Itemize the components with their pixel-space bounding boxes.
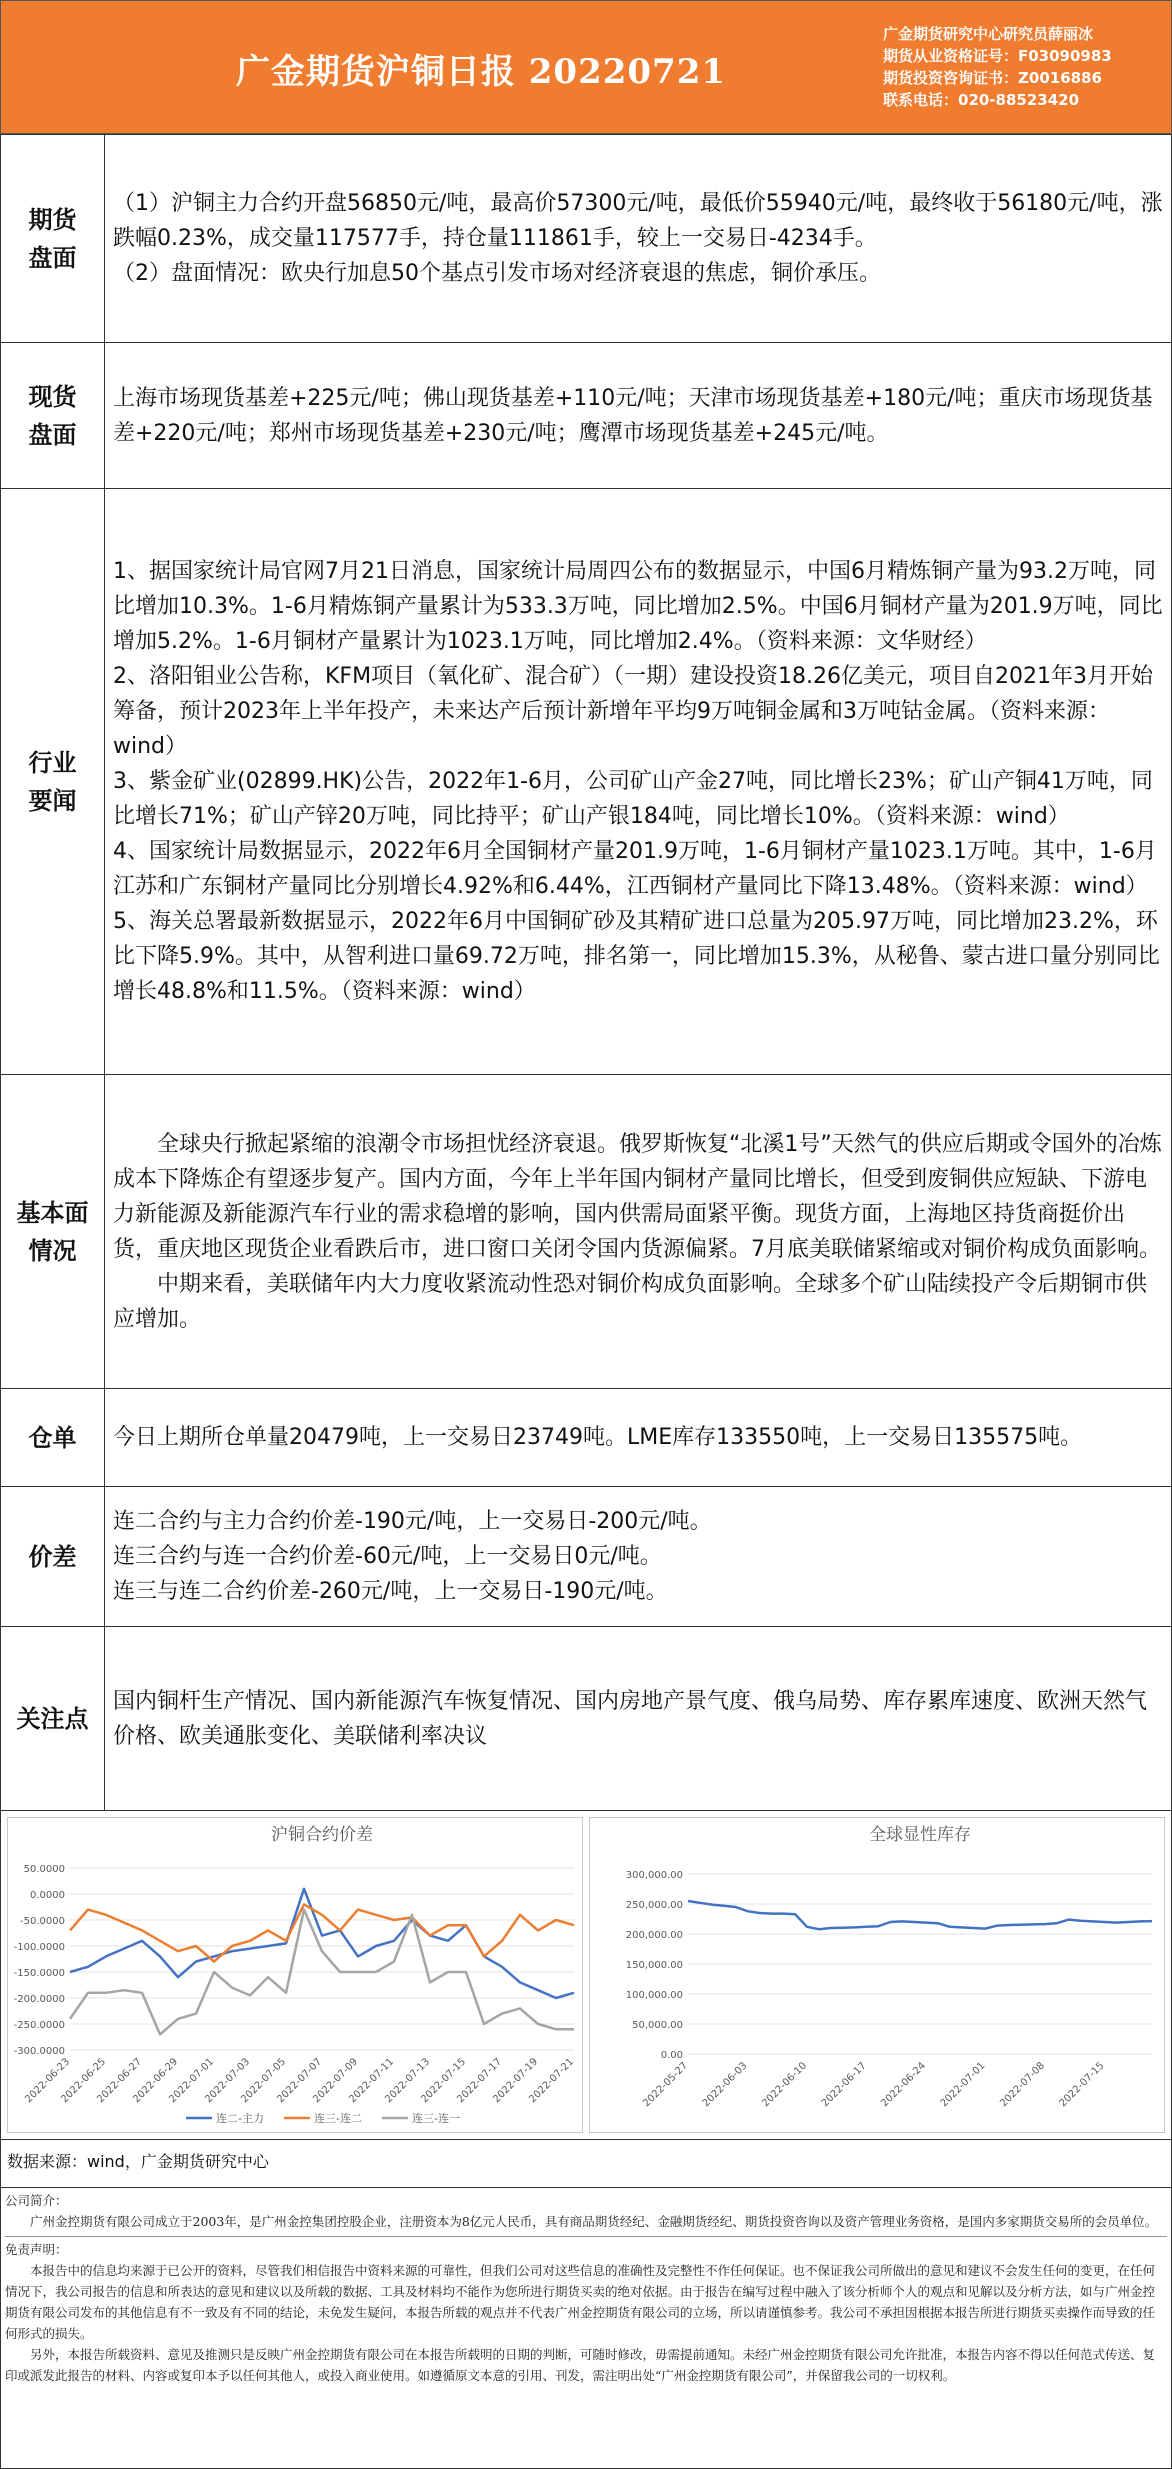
x-tick-label: 2022-06-17 (819, 2060, 869, 2110)
x-tick-label: 2022-06-27 (95, 2056, 145, 2106)
x-tick-label: 2022-07-17 (455, 2056, 505, 2106)
news-item: 1、据国家统计局官网7月21日消息，国家统计局周四公布的数据显示，中国6月精炼铜产量为93.2万吨，同比增加10.3%。1-6月精炼铜产量累计为533.3万吨，同比增加2.5%。中国6月铜材产量为201.9万吨，同比增加5.2%。1-6月铜材产量累计为1023.1万吨，同比增加2.4%。（资料来源：文华财经） (113, 559, 1163, 654)
label-fundamentals: 基本面 情况 (1, 1075, 105, 1389)
y-tick-label: 50.0000 (23, 1864, 65, 1875)
x-tick-label: 2022-07-03 (203, 2056, 253, 2106)
fundamentals-paragraph: 全球央行掀起紧缩的浪潮令市场担忧经济衰退。俄罗斯恢复“北溪1号”天然气的供应后期或令国外的冶炼成本下降炼企有望逐步复产。国内方面，今年上半年国内铜材产量同比增长，但受到废铜供应短缺、下游电力新能源及新能源汽车行业的需求稳增的影响，国内供需局面紧平衡。现货方面，上海地区持货商挺价出货，重庆地区现货企业看跌后市，进口窗口关闭令国内货源偏紧。7月底美联储紧缩或对铜价构成负面影响。 (113, 1131, 1162, 1262)
contact-phone: 联系电话：020-88523420 (883, 91, 1080, 109)
x-tick-label: 2022-06-03 (700, 2060, 750, 2110)
x-tick-label: 2022-06-29 (131, 2056, 181, 2106)
x-tick-label: 2022-07-08 (998, 2060, 1048, 2110)
disclaimer-text: 另外，本报告所载资料、意见及推测只是反映广州金控期货有限公司在本报告所载明的日期的判断，可随时修改，毋需提前通知。未经广州金控期货有限公司允许批准，本报告内容不得以任何范式传送、复印或派发此报告的材料、内容或复印本予以任何其他人，或投入商业使用。如遵循原文本意的引用、刊发，需注明出处“广州金控期货有限公司”，并保留我公司的一切权利。 (5, 2347, 1156, 2383)
spread-line: 连三合约与连一合约价差-60元/吨，上一交易日0元/吨。 (113, 1544, 662, 1569)
charts-panel (0, 1810, 1172, 2140)
x-tick-label: 2022-07-13 (383, 2056, 433, 2106)
chart-title: 沪铜合约价差 (271, 1825, 373, 1845)
focus-text: 国内铜杆生产情况、国内新能源汽车恢复情况、国内房地产景气度、俄乌局势、库存累库速度、欧洲天然气价格、欧美通胀变化、美联储利率决议 (113, 1688, 1148, 1749)
y-tick-label: -250.0000 (13, 2020, 65, 2031)
content-spot (105, 343, 1172, 489)
qualification-number: 期货从业资格证号：F03090983 (883, 47, 1112, 65)
content-focus (105, 1627, 1172, 1811)
y-tick-label: 200,000.00 (625, 1930, 683, 1941)
news-item: 2、洛阳钼业公告称，KFM项目（氧化矿、混合矿）（一期）建设投资18.26亿美元，项目自2021年3月开始筹备，预计2023年上半年投产，未来达产后预计新增年平均9万吨铜金属和3万吨钴金属。（资料来源：wind） (113, 664, 1154, 759)
label-spread: 价差 (1, 1487, 105, 1627)
x-tick-label: 2022-07-15 (1057, 2060, 1107, 2110)
spread-line: 连三与连二合约价差-260元/吨，上一交易日-190元/吨。 (113, 1579, 668, 1604)
company-profile (5, 2188, 1167, 2237)
report-table (0, 134, 1172, 1811)
y-tick-label: -200.0000 (13, 1994, 65, 2005)
disclaimer (5, 2237, 1167, 2390)
x-tick-label: 2022-07-09 (311, 2056, 361, 2106)
company-text: 广州金控期货有限公司成立于2003年，是广州金控集团控股企业，注册资本为8亿元人民币，具有商品期货经纪、金融期货经纪、期货投资咨询以及资产管理业务资格，是国内多家期货交易所的会员单位。 (30, 2214, 1158, 2229)
content-spread (105, 1487, 1172, 1627)
label-futures: 期货 盘面 (1, 135, 105, 343)
content-futures (105, 135, 1172, 343)
futures-market-data: （1）沪铜主力合约开盘56850元/吨，最高价57300元/吨，最低价55940元/吨，最终收于56180元/吨，涨跌幅0.23%，成交量117577手，持仓量111861手，较上一交易日-4234手。 (113, 191, 1163, 251)
x-tick-label: 2022-06-10 (760, 2060, 810, 2110)
x-tick-label: 2022-07-07 (275, 2056, 325, 2106)
company-heading: 公司简介： (5, 2193, 68, 2208)
chart-title: 全球显性库存 (869, 1825, 971, 1845)
x-tick-label: 2022-05-27 (641, 2060, 691, 2110)
y-tick-label: -150.0000 (13, 1968, 65, 1979)
label-warehouse: 仓单 (1, 1389, 105, 1487)
spread-line: 连二合约与主力合约价差-190元/吨，上一交易日-200元/吨。 (113, 1509, 712, 1534)
consulting-certificate: 期货投资咨询证书：Z0016886 (883, 69, 1102, 87)
report-header (0, 0, 1172, 134)
row-fundamentals (1, 1075, 1172, 1389)
y-tick-label: 0.0000 (30, 1890, 65, 1901)
news-item: 5、海关总署最新数据显示，2022年6月中国铜矿砂及其精矿进口总量为205.97万吨，同比增加23.2%，环比下降5.9%。其中，从智利进口量69.72万吨，排名第一，同比增加15.3%，从秘鲁、蒙古进口量分别同比增长48.8%和11.5%。（资料来源：wind） (113, 909, 1160, 1004)
x-tick-label: 2022-07-05 (239, 2056, 289, 2106)
inventory-chart-box (589, 1817, 1165, 2133)
legend-label: 连三-连一 (412, 2112, 460, 2125)
y-tick-label: -50.0000 (20, 1916, 65, 1927)
legend-label: 连三-连二 (314, 2112, 362, 2125)
y-tick-label: -300.0000 (13, 2046, 65, 2057)
data-source: 数据来源：wind，广金期货研究中心 (0, 2140, 1172, 2188)
row-warehouse (1, 1389, 1172, 1487)
disclaimer-text: 本报告中的信息均来源于已公开的资料，尽管我们相信报告中资料来源的可靠性，但我们公司对这些信息的准确性及完整性不作任何保证。也不保证我公司所做出的意见和建议不会发生任何的变更，在任何情况下，我公司报告的信息和所表达的意见和建议以及所载的数据、工具及材料均不能作为您所进行期货买卖的绝对依据。由于报告在编写过程中融入了该分析师个人的观点和见解以及分析方法，如与广州金控期货有限公司发布的其他信息有不一致及有不同的结论，未免发生疑问，本报告所载的观点并不代表广州金控期货有限公司的立场，所以请谨慎参考。我公司不承担因根据本报告所进行期货买卖操作而导致的任何形式的损失。 (5, 2263, 1156, 2341)
y-tick-label: 300,000.00 (625, 1870, 683, 1881)
content-warehouse (105, 1389, 1172, 1487)
y-tick-label: -100.0000 (13, 1942, 65, 1953)
label-focus: 关注点 (1, 1627, 105, 1811)
content-fundamentals (105, 1075, 1172, 1389)
x-tick-label: 2022-07-01 (938, 2060, 988, 2110)
x-tick-label: 2022-07-15 (419, 2056, 469, 2106)
x-tick-label: 2022-07-19 (491, 2056, 541, 2106)
x-tick-label: 2022-07-21 (527, 2056, 577, 2106)
y-tick-label: 0.00 (660, 2050, 683, 2061)
y-tick-label: 100,000.00 (625, 1990, 683, 2001)
news-item: 4、国家统计局数据显示，2022年6月全国铜材产量201.9万吨，1-6月铜材产量1023.1万吨。其中，1-6月江苏和广东铜材产量同比分别增长4.92%和6.44%，江西铜材产量同比下降13.48%。（资料来源：wind） (113, 839, 1157, 899)
label-spot: 现货 盘面 (1, 343, 105, 489)
news-item: 3、紫金矿业(02899.HK)公告，2022年1-6月，公司矿山产金27吨，同比增长23%；矿山产铜41万吨，同比增长71%；矿山产锌20万吨，同比持平；矿山产银184吨，同比增长10%。（资料来源：wind） (113, 769, 1153, 829)
row-spot (1, 343, 1172, 489)
disclaimer-heading: 免责声明： (5, 2242, 68, 2257)
row-news (1, 489, 1172, 1075)
y-tick-label: 50,000.00 (632, 2020, 683, 2031)
row-spread (1, 1487, 1172, 1627)
inventory-chart (590, 1818, 1166, 2134)
fundamentals-paragraph: 中期来看，美联储年内大力度收紧流动性恐对铜价构成负面影响。全球多个矿山陆续投产令后期铜市供应增加。 (113, 1271, 1148, 1332)
spread-chart-box (7, 1817, 583, 2133)
legend-label: 连二-主力 (216, 2112, 264, 2125)
x-tick-label: 2022-07-01 (167, 2056, 217, 2106)
warehouse-text: 今日上期所仓单量20479吨，上一交易日23749吨。LME库存133550吨，上一交易日135575吨。 (113, 1425, 1083, 1450)
label-news: 行业 要闻 (1, 489, 105, 1075)
content-news (105, 489, 1172, 1075)
analyst-info (883, 23, 1172, 111)
spread-chart (8, 1818, 584, 2134)
report-title: 广金期货沪铜日报 20220721 (235, 51, 727, 92)
y-tick-label: 150,000.00 (625, 1960, 683, 1971)
x-tick-label: 2022-06-24 (879, 2060, 929, 2110)
row-focus (1, 1627, 1172, 1811)
x-tick-label: 2022-06-23 (23, 2056, 73, 2106)
footer (0, 2188, 1172, 2469)
y-tick-label: 250,000.00 (625, 1900, 683, 1911)
x-tick-label: 2022-06-25 (59, 2056, 109, 2106)
futures-market-comment: （2）盘面情况：欧央行加息50个基点引发市场对经济衰退的焦虑，铜价承压。 (113, 261, 881, 286)
x-tick-label: 2022-07-11 (347, 2056, 397, 2106)
analyst-name: 广金期货研究中心研究员薛丽冰 (883, 25, 1094, 43)
spot-basis-text: 上海市场现货基差+225元/吨；佛山现货基差+110元/吨；天津市场现货基差+180元/吨；重庆市场现货基差+220元/吨；郑州市场现货基差+230元/吨；鹰潭市场现货基差+245元/吨。 (113, 385, 1153, 446)
row-futures (1, 135, 1172, 343)
series-line (688, 1901, 1152, 1929)
